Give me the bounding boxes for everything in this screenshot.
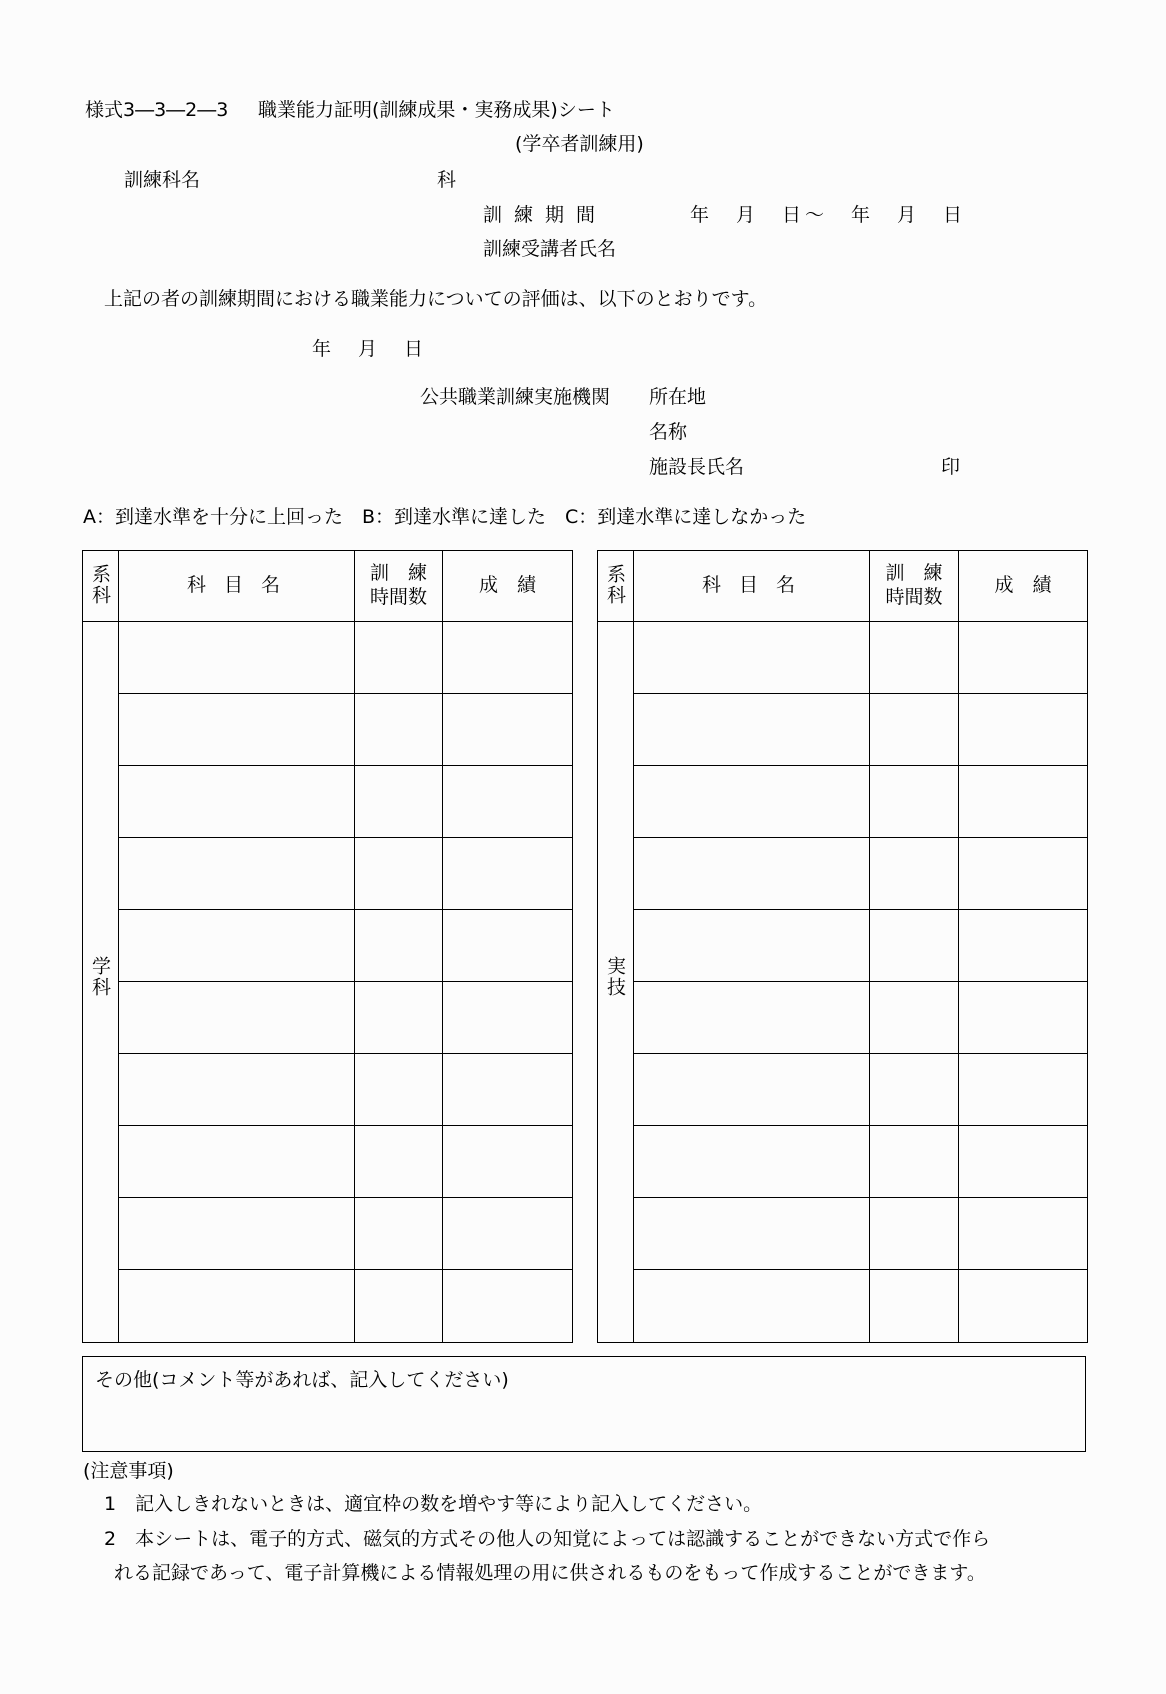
seal-mark: 印 (941, 456, 961, 478)
practical-subjects-table (597, 550, 1088, 1343)
table-row[interactable] (634, 1270, 1087, 1341)
issue-date[interactable]: 年 月 日 (312, 338, 428, 360)
subject-name-header: 科 目 名 (186, 574, 287, 597)
table-row[interactable] (634, 694, 1087, 765)
table-row[interactable] (119, 1270, 572, 1341)
table-row[interactable] (634, 838, 1087, 909)
hours-header-line1: 訓 練 (369, 562, 427, 585)
form-number: 様式3―3―2―3 (85, 99, 229, 121)
director-name-label: 施設長氏名 (649, 456, 745, 478)
category-academic: 学科 (89, 956, 111, 998)
course-suffix: 科 (437, 169, 457, 191)
table-row[interactable] (119, 1198, 572, 1269)
academic-subjects-table (82, 550, 573, 1343)
institution-name-label: 名称 (649, 421, 688, 443)
table-row[interactable] (634, 910, 1087, 981)
trainee-name-field[interactable] (640, 236, 940, 264)
table-row[interactable] (119, 838, 572, 909)
comment-label: その他(コメント等があれば、記入してください) (95, 1369, 509, 1391)
category-header: 系科 (89, 564, 111, 606)
form-subtitle: (学卒者訓練用) (515, 133, 644, 155)
table-row[interactable] (634, 1198, 1087, 1269)
table-row[interactable] (119, 1054, 572, 1125)
table-row[interactable] (119, 694, 572, 765)
comment-box[interactable] (82, 1356, 1086, 1452)
notes-title: (注意事項) (83, 1460, 174, 1482)
note-item-1: 1 記入しきれないときは、適宜枠の数を増やす等により記入してください。 (104, 1493, 763, 1515)
table-row[interactable] (119, 1126, 572, 1197)
form-title: 職業能力証明(訓練成果・実務成果)シート (258, 99, 615, 121)
table-row[interactable] (119, 622, 572, 693)
trainee-name-label: 訓練受講者氏名 (483, 238, 617, 260)
hours-header-line1: 訓 練 (885, 562, 943, 585)
hours-header-line2: 時間数 (885, 586, 943, 608)
table-row[interactable] (634, 1126, 1087, 1197)
training-hours-header (870, 551, 958, 621)
statement-text: 上記の者の訓練期間における職業能力についての評価は、以下のとおりです。 (104, 288, 768, 310)
note-item-2-continued: れる記録であって、電子計算機による情報処理の用に供されるものをもって作成することができます。 (114, 1562, 986, 1584)
grade-header: 成 績 (994, 574, 1052, 597)
category-header: 系科 (604, 564, 626, 606)
hours-header-line2: 時間数 (369, 586, 427, 608)
table-row[interactable] (634, 766, 1087, 837)
table-row[interactable] (634, 1054, 1087, 1125)
grade-header: 成 績 (478, 574, 536, 597)
training-period-value[interactable]: 年 月 日～ 年 月 日 (690, 204, 967, 226)
table-row[interactable] (634, 982, 1087, 1053)
course-name-field[interactable] (220, 166, 430, 194)
training-period-label: 訓練期間 (483, 204, 608, 226)
location-label: 所在地 (649, 386, 707, 408)
category-practical: 実技 (604, 956, 626, 998)
training-hours-header (355, 551, 442, 621)
table-row[interactable] (119, 982, 572, 1053)
grade-legend: A：到達水準を十分に上回った B：到達水準に達した C：到達水準に達しなかった (83, 506, 807, 528)
table-row[interactable] (119, 766, 572, 837)
subject-name-header: 科 目 名 (701, 574, 802, 597)
table-row[interactable] (119, 910, 572, 981)
course-name-label: 訓練科名 (124, 169, 201, 191)
note-item-2: 2 本シートは、電子的方式、磁気的方式その他人の知覚によっては認識することができない方式で作ら (104, 1528, 991, 1550)
table-row[interactable] (634, 622, 1087, 693)
institution-label: 公共職業訓練実施機関 (420, 386, 611, 408)
